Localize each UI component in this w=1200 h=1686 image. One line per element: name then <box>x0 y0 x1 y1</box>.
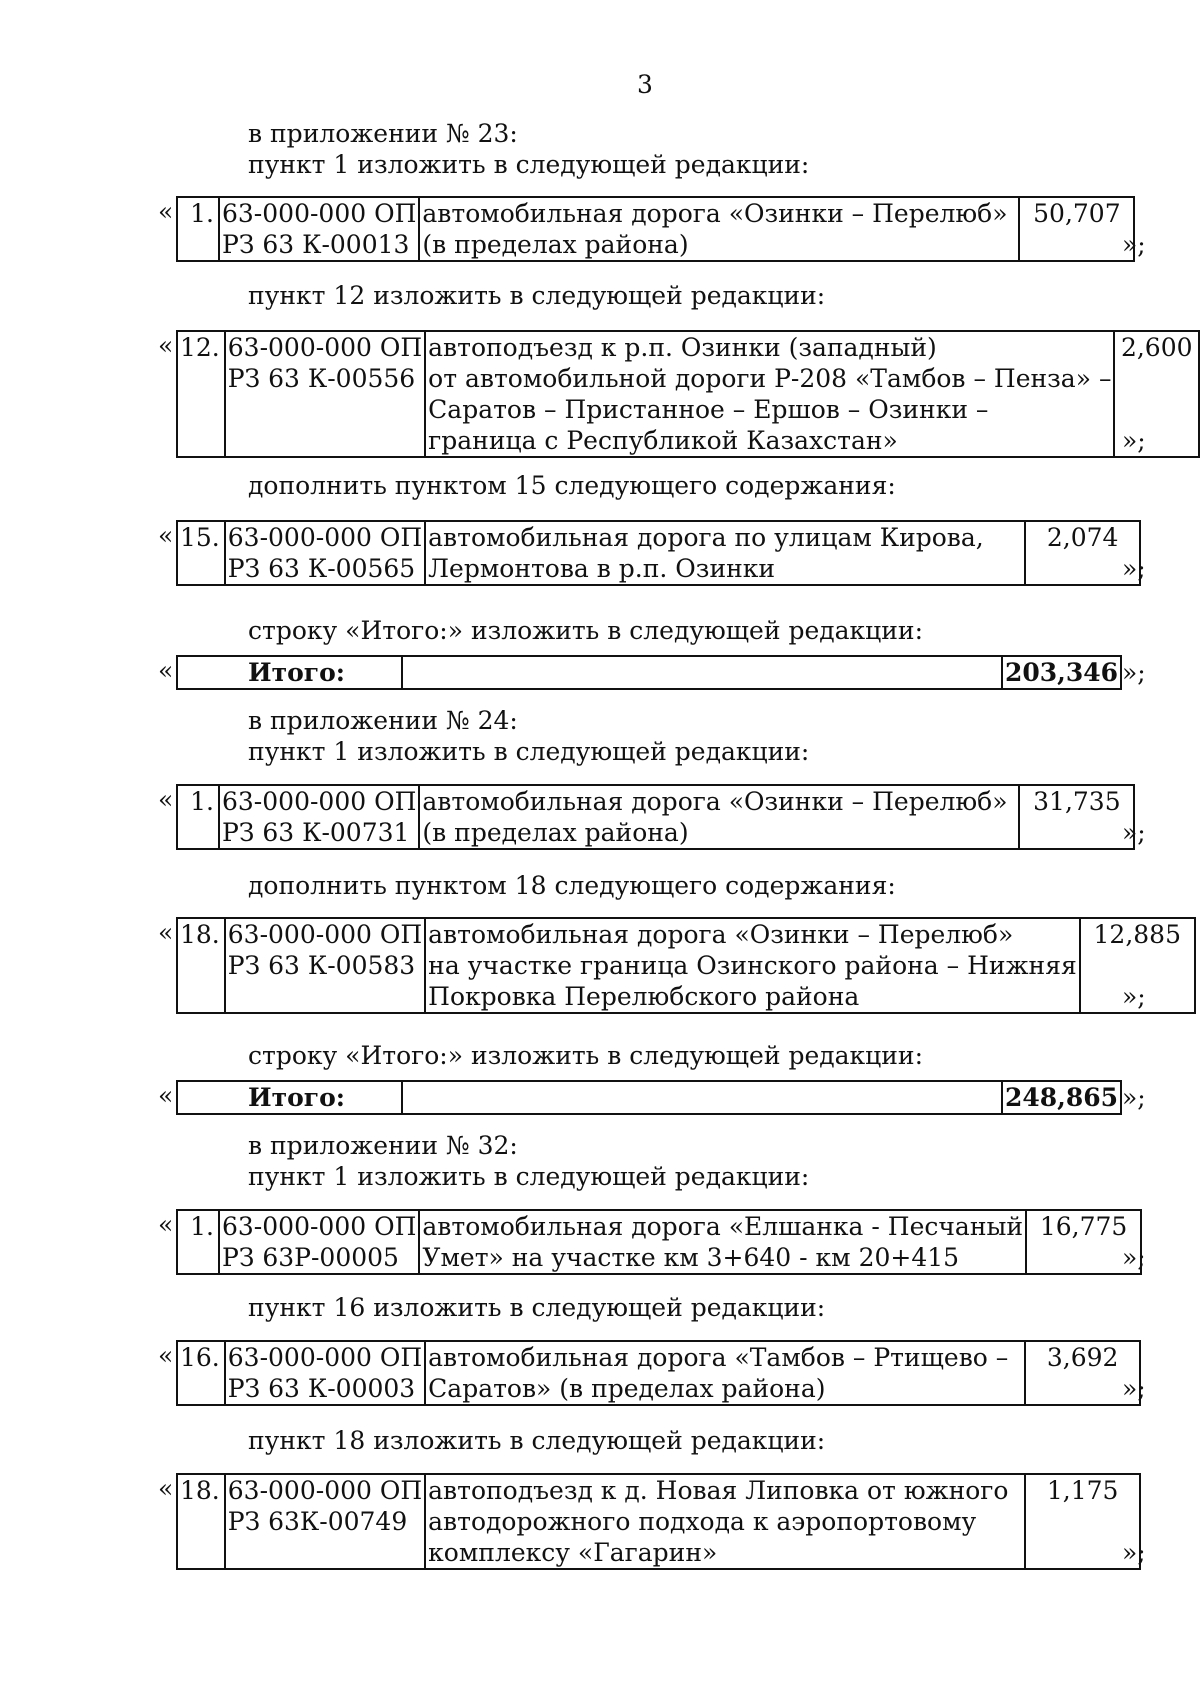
table-row <box>177 521 1140 585</box>
table-row <box>177 1081 1121 1114</box>
instruction-text: в приложении № 23: <box>248 119 518 148</box>
item-number: 15. <box>177 521 225 585</box>
cell-line: 63-000-000 ОП <box>222 1212 417 1241</box>
cell-line: автомобильная дорога «Озинки – Перелюб» <box>428 920 1014 949</box>
road-name <box>419 1210 1026 1274</box>
quote-close: »; <box>1122 982 1146 1011</box>
road-length: 50,707 <box>1019 197 1134 261</box>
quote-close: »; <box>1122 1538 1146 1567</box>
road-table-row <box>176 1340 1141 1406</box>
total-label: Итого: <box>177 656 402 689</box>
total-empty-cell <box>402 656 1002 689</box>
instruction-text: в приложении № 24: <box>248 706 518 735</box>
road-table-row <box>176 1209 1142 1275</box>
table-row <box>177 331 1199 457</box>
table-row <box>177 785 1134 849</box>
cell-line: Покровка Перелюбского района <box>428 982 860 1011</box>
road-name <box>425 918 1080 1013</box>
item-number: 18. <box>177 918 225 1013</box>
cell-line: автодорожного подхода к аэропортовому <box>428 1507 977 1536</box>
cell-line: РЗ 63 К-00731 <box>222 818 410 847</box>
road-length: 2,074 <box>1025 521 1140 585</box>
quote-close: »; <box>1122 426 1146 455</box>
instruction-text: пункт 18 изложить в следующей редакции: <box>248 1426 826 1455</box>
quote-open: « <box>158 1474 174 1503</box>
total-value: 203,346 <box>1002 656 1121 689</box>
road-table-row <box>176 520 1141 586</box>
cell-line: на участке граница Озинского района – Нижняя <box>428 951 1077 980</box>
instruction-text: пункт 1 изложить в следующей редакции: <box>248 1162 810 1191</box>
cell-line: от автомобильной дороги Р-208 «Тамбов – Пенза» – <box>428 364 1112 393</box>
road-name <box>419 785 1019 849</box>
item-number: 12. <box>177 331 225 457</box>
cell-line: Лермонтова в р.п. Озинки <box>428 554 776 583</box>
cell-line: РЗ 63Р-00005 <box>222 1243 399 1272</box>
quote-close: »; <box>1122 1083 1146 1112</box>
road-code <box>219 785 419 849</box>
table-row <box>177 1341 1140 1405</box>
item-number: 1. <box>177 785 219 849</box>
road-name <box>425 1341 1025 1405</box>
item-number: 16. <box>177 1341 225 1405</box>
cell-line: (в пределах района) <box>422 818 689 847</box>
instruction-text: пункт 12 изложить в следующей редакции: <box>248 281 826 310</box>
cell-line: комплексу «Гагарин» <box>428 1538 718 1567</box>
road-length: 31,735 <box>1019 785 1134 849</box>
road-code <box>225 331 425 457</box>
table-row <box>177 197 1134 261</box>
quote-open: « <box>158 197 174 226</box>
table-row <box>177 1474 1140 1569</box>
total-row <box>176 1080 1122 1115</box>
instruction-text: строку «Итого:» изложить в следующей редакции: <box>248 616 923 645</box>
road-name <box>425 1474 1025 1569</box>
road-code <box>225 1341 425 1405</box>
cell-line: Умет» на участке км 3+640 - км 20+415 <box>422 1243 960 1272</box>
quote-open: « <box>158 785 174 814</box>
road-name <box>419 197 1019 261</box>
instruction-text: пункт 1 изложить в следующей редакции: <box>248 737 810 766</box>
cell-line: автоподъезд к д. Новая Липовка от южного <box>428 1476 1009 1505</box>
cell-line: автомобильная дорога «Озинки – Перелюб» <box>422 199 1008 228</box>
cell-line: автомобильная дорога «Тамбов – Ртищево – <box>428 1343 1009 1372</box>
road-name <box>425 331 1114 457</box>
cell-line: РЗ 63 К-00583 <box>227 951 416 980</box>
total-value: 248,865 <box>1002 1081 1121 1114</box>
cell-line: РЗ 63 К-00565 <box>227 554 416 583</box>
cell-line: 63-000-000 ОП <box>227 1343 423 1372</box>
instruction-text: дополнить пунктом 15 следующего содержания: <box>248 471 896 500</box>
instruction-text: пункт 16 изложить в следующей редакции: <box>248 1293 826 1322</box>
road-code <box>225 918 425 1013</box>
total-label: Итого: <box>177 1081 402 1114</box>
quote-close: »; <box>1122 554 1146 583</box>
table-row <box>177 1210 1141 1274</box>
cell-line: 63-000-000 ОП <box>227 1476 423 1505</box>
road-table-row <box>176 1473 1141 1570</box>
road-length: 16,775 <box>1026 1210 1141 1274</box>
cell-line: 63-000-000 ОП <box>222 787 417 816</box>
road-code <box>225 1474 425 1569</box>
cell-line: автомобильная дорога «Озинки – Перелюб» <box>422 787 1008 816</box>
cell-line: РЗ 63 К-00556 <box>227 364 416 393</box>
cell-line: автоподъезд к р.п. Озинки (западный) <box>428 333 937 362</box>
cell-line: 63-000-000 ОП <box>227 333 423 362</box>
quote-close: »; <box>1122 230 1146 259</box>
cell-line: РЗ 63 К-00003 <box>227 1374 416 1403</box>
road-code <box>225 521 425 585</box>
quote-open: « <box>158 1210 174 1239</box>
road-code <box>219 197 419 261</box>
total-empty-cell <box>402 1081 1002 1114</box>
quote-open: « <box>158 918 174 947</box>
road-table-row <box>176 784 1135 850</box>
road-table-row <box>176 330 1200 458</box>
quote-open: « <box>158 1341 174 1370</box>
road-code <box>219 1210 419 1274</box>
table-row <box>177 656 1121 689</box>
quote-close: »; <box>1122 1374 1146 1403</box>
quote-open: « <box>158 331 174 360</box>
item-number: 1. <box>177 197 219 261</box>
quote-close: »; <box>1122 818 1146 847</box>
quote-open: « <box>158 656 174 685</box>
cell-line: 63-000-000 ОП <box>222 199 417 228</box>
cell-line: РЗ 63 К-00013 <box>222 230 410 259</box>
quote-close: »; <box>1122 1243 1146 1272</box>
road-length: 1,175 <box>1025 1474 1140 1569</box>
instruction-text: дополнить пунктом 18 следующего содержания: <box>248 871 896 900</box>
cell-line: граница с Республикой Казахстан» <box>428 426 898 455</box>
page-number: 3 <box>637 70 653 99</box>
road-length: 12,885 <box>1080 918 1195 1013</box>
cell-line: Саратов» (в пределах района) <box>428 1374 826 1403</box>
cell-line: автомобильная дорога «Елшанка - Песчаный <box>422 1212 1024 1241</box>
road-table-row <box>176 917 1196 1014</box>
cell-line: Саратов – Пристанное – Ершов – Озинки – <box>428 395 989 424</box>
cell-line: 63-000-000 ОП <box>227 920 423 949</box>
quote-close: »; <box>1122 658 1146 687</box>
total-row <box>176 655 1122 690</box>
item-number: 18. <box>177 1474 225 1569</box>
cell-line: РЗ 63К-00749 <box>227 1507 408 1536</box>
cell-line: 63-000-000 ОП <box>227 523 423 552</box>
road-name <box>425 521 1025 585</box>
road-table-row <box>176 196 1135 262</box>
item-number: 1. <box>177 1210 219 1274</box>
quote-open: « <box>158 1081 174 1110</box>
instruction-text: пункт 1 изложить в следующей редакции: <box>248 150 810 179</box>
road-length: 2,600 <box>1114 331 1199 457</box>
instruction-text: в приложении № 32: <box>248 1131 518 1160</box>
cell-line: автомобильная дорога по улицам Кирова, <box>428 523 984 552</box>
instruction-text: строку «Итого:» изложить в следующей редакции: <box>248 1041 923 1070</box>
cell-line: (в пределах района) <box>422 230 689 259</box>
quote-open: « <box>158 521 174 550</box>
road-length: 3,692 <box>1025 1341 1140 1405</box>
table-row <box>177 918 1195 1013</box>
